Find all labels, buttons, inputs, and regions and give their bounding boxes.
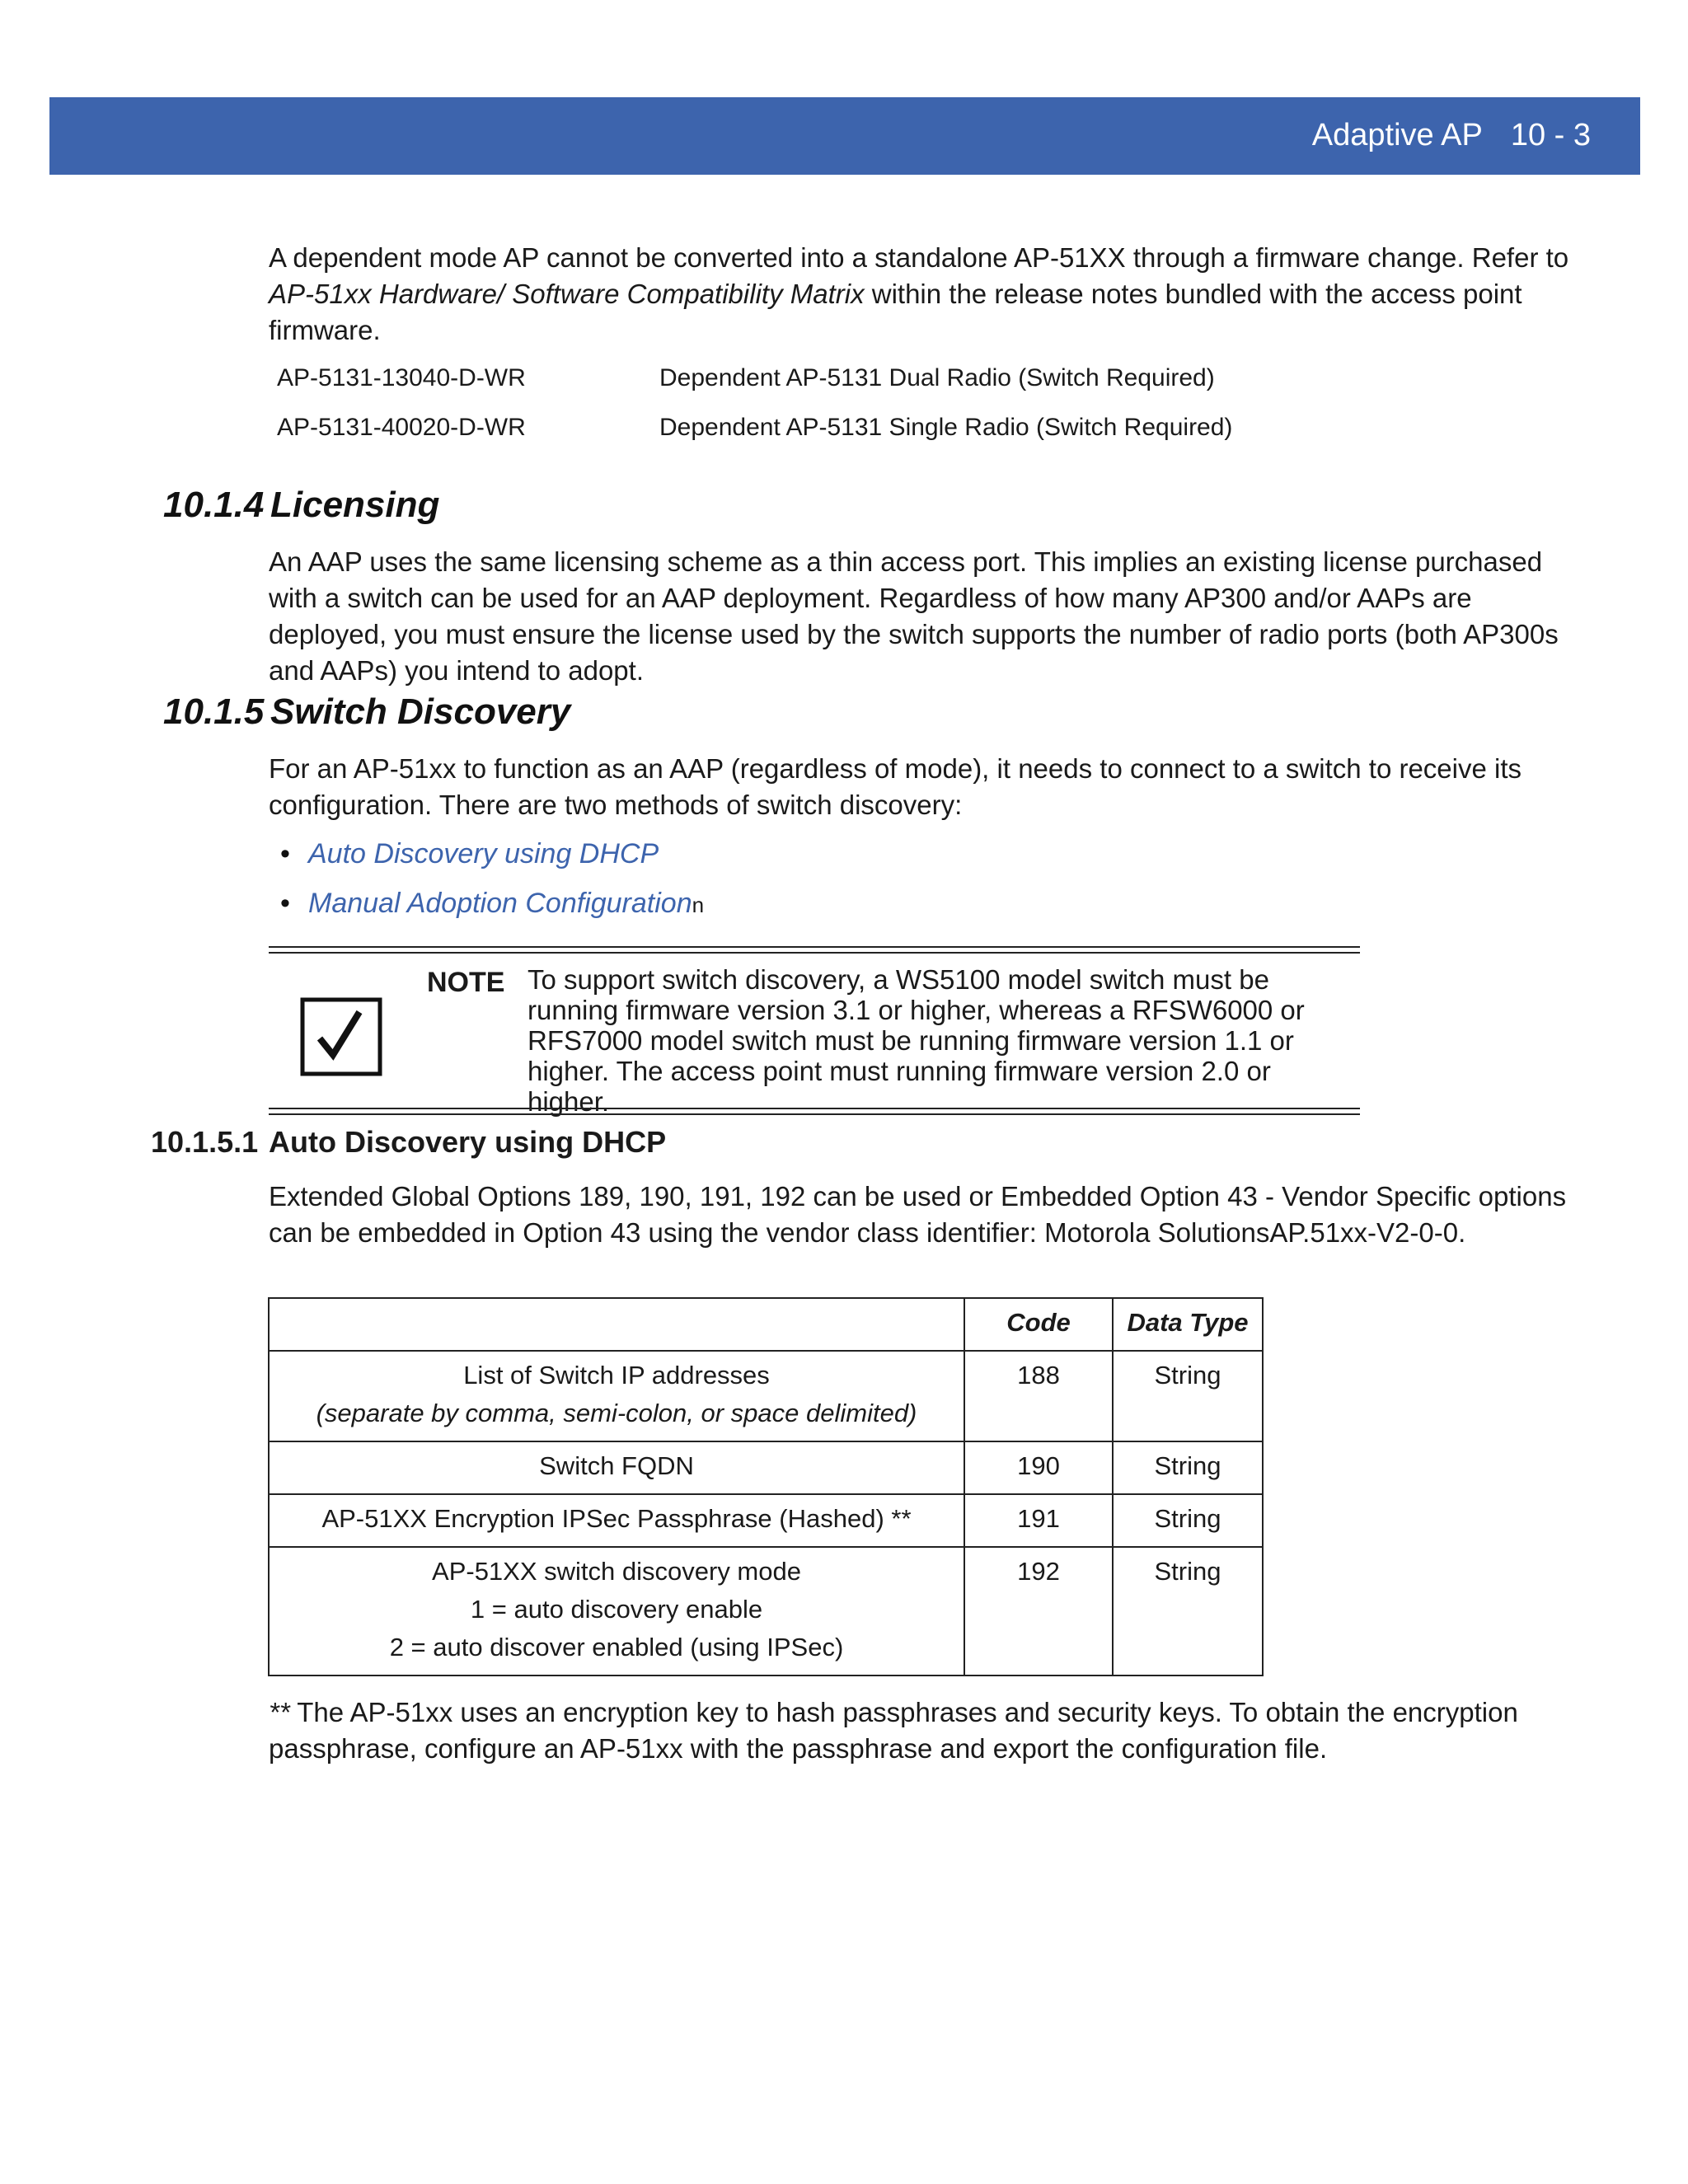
table-cell: String [1113, 1441, 1263, 1494]
table-cell: String [1113, 1351, 1263, 1441]
dhcp-options-table [268, 1297, 1264, 1676]
auto-discovery-heading: 10.1.5.1 Auto Discovery using DHCP [151, 1125, 667, 1159]
manual-adoption-link[interactable]: Manual Adoption Configuration [308, 888, 692, 919]
model-row [277, 362, 1215, 395]
auto-discovery-paragraph: Extended Global Options 189, 190, 191, 192 can be used or Embedded Option 43 - Vendor Specific options can be embedded in Option 43 using the vendor class identifier: Motorola SolutionsAP.51xx-V2-0-0. [269, 1181, 1567, 1248]
note-bottom-rule [269, 1113, 1360, 1115]
table-cell: String [1113, 1547, 1263, 1675]
note-text: To support switch discovery, a WS5100 model switch must be running firmware version 3.1 or higher, whereas a RFSW6000 or RFS7000 model switch must be running firmware version 1.1 or higher. The access point must running firmware version 2.0 or higher. [528, 964, 1305, 1117]
table-cell: 188 [964, 1351, 1113, 1441]
note-top-rule [269, 952, 1360, 954]
discovery-paragraph: For an AP-51xx to function as an AAP (regardless of mode), it needs to connect to a switch to receive its configuration. There are two methods of switch discovery: [269, 753, 1522, 820]
table-row [269, 1441, 1263, 1494]
table-row [269, 1494, 1263, 1547]
footnote: ** The AP-51xx uses an encryption key to hash passphrases and security keys. To obtain the encryption passphrase, configure an AP-51xx with the passphrase and export the configuration file. [269, 1697, 1518, 1764]
bullet-icon: • [280, 888, 290, 919]
checkmark-icon [300, 997, 382, 1076]
model-desc: Dependent AP-5131 Single Radio (Switch Required) [659, 414, 1233, 441]
table-header-row [269, 1298, 1263, 1351]
model-desc: Dependent AP-5131 Dual Radio (Switch Required) [659, 364, 1215, 391]
licensing-heading: 10.1.4 Licensing [163, 485, 440, 525]
switch-discovery-heading: 10.1.5 Switch Discovery [163, 691, 571, 732]
bullet-item [280, 836, 659, 872]
footnote-mark: ** [269, 1697, 290, 1727]
note-bottom-rule [269, 1108, 1360, 1109]
bullet-icon: • [280, 838, 290, 869]
note-top-rule [269, 946, 1360, 948]
page-number: 10 - 3 [1510, 118, 1591, 152]
table-cell: 190 [964, 1441, 1113, 1494]
table-cell: 191 [964, 1494, 1113, 1547]
table-header-cell [269, 1298, 964, 1351]
model-part: AP-5131-40020-D-WR [277, 414, 526, 441]
table-row [269, 1351, 1263, 1441]
table-cell: AP-51XX Encryption IPSec Passphrase (Hashed) ** [269, 1494, 964, 1547]
compatibility-matrix-ref: AP-51xx Hardware/ Software Compatibility Matrix [269, 279, 865, 309]
note-label: NOTE [427, 967, 505, 998]
table-header-cell: Code [964, 1298, 1113, 1351]
model-row [277, 411, 1233, 444]
table-header-cell: Data Type [1113, 1298, 1263, 1351]
table-cell: Switch FQDN [269, 1441, 964, 1494]
table-cell: AP-51XX switch discovery mode 1 = auto discovery enable 2 = auto discover enabled (using IPSec) [269, 1547, 964, 1675]
licensing-paragraph: An AAP uses the same licensing scheme as a thin access port. This implies an existing license purchased with a switch can be used for an AAP deployment. Regardless of how many AP300 and/or AAPs are deployed, you must ensure the license used by the switch supports the number of radio ports (both AP300s and AAPs) you intend to adopt. [269, 546, 1559, 686]
table-cell: String [1113, 1494, 1263, 1547]
table-row [269, 1547, 1263, 1675]
intro-paragraph: A dependent mode AP cannot be converted into a standalone AP-51XX through a firmware change. Refer to AP-51xx Hardware/ Software Compatibility Matrix within the release notes bundled with the access point firmware. [269, 242, 1569, 345]
running-header [1312, 115, 1591, 155]
auto-discovery-link[interactable]: Auto Discovery using DHCP [308, 838, 659, 869]
table-cell: 192 [964, 1547, 1113, 1675]
table-cell: List of Switch IP addresses (separate by comma, semi-colon, or space delimited) [269, 1351, 964, 1441]
model-part: AP-5131-13040-D-WR [277, 364, 526, 391]
bullet-item: • Manual Adoption Configurationn [280, 885, 704, 923]
section-title: Adaptive AP [1311, 118, 1483, 152]
